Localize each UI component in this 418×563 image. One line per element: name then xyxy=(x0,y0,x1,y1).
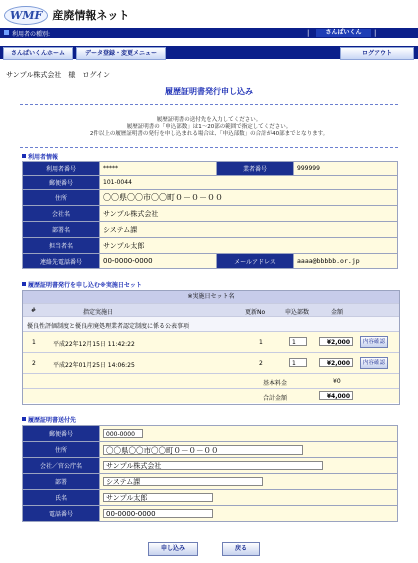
table-row xyxy=(23,206,398,222)
table-row xyxy=(23,254,398,269)
table-row xyxy=(23,442,398,458)
base-fee-value: ¥0 xyxy=(333,378,341,385)
field-label: 会社／官公庁名 xyxy=(23,458,100,474)
field-value: サンプル株式会社 xyxy=(100,206,398,222)
field-label: 担当者名 xyxy=(23,238,100,254)
field-label: 業者番号 xyxy=(217,162,294,176)
cert-table xyxy=(22,290,400,405)
row-update-no: 2 xyxy=(259,360,263,367)
square-icon xyxy=(4,30,9,35)
postal-code-input[interactable]: 000-0000 xyxy=(103,429,143,438)
quantity-input[interactable]: 1 xyxy=(289,337,307,346)
column-header: 指定実施日 xyxy=(83,309,114,316)
page-title: 履歴証明書発行申し込み xyxy=(165,87,253,96)
field-cell xyxy=(100,458,398,474)
amount-field: ¥2,000 xyxy=(319,337,353,346)
divider xyxy=(20,104,398,105)
logo-text: 産廃情報ネット xyxy=(52,9,130,22)
data-menu-button[interactable]: データ登録・変更メニュー xyxy=(76,47,166,60)
confirm-button[interactable]: 内容確認 xyxy=(360,357,388,369)
table-row xyxy=(23,426,398,442)
base-fee-row xyxy=(23,374,399,389)
table-row xyxy=(23,353,399,374)
section-title-cert: 履歴証明書発行を申し込む※実施日セット xyxy=(22,280,142,289)
quantity-input[interactable]: 1 xyxy=(289,358,307,367)
note-line: 履歴証明書の送付先を入力してください。 xyxy=(156,117,262,123)
destination-table xyxy=(22,425,398,522)
column-header: 更新No xyxy=(245,309,266,316)
table-row xyxy=(23,490,398,506)
field-label: 部署名 xyxy=(23,222,100,238)
column-header: # xyxy=(31,307,37,314)
logout-button[interactable]: ログアウト xyxy=(340,47,414,60)
table-row xyxy=(23,162,398,176)
field-value: 999999 xyxy=(294,162,398,176)
home-button[interactable]: さんぱいくんホーム xyxy=(3,47,73,60)
table-row xyxy=(23,190,398,206)
table-row xyxy=(23,474,398,490)
menu-bar xyxy=(0,46,418,59)
name-input[interactable]: サンプル太郎 xyxy=(103,493,213,502)
row-number: 1 xyxy=(32,339,36,346)
base-fee-label: 基本料金 xyxy=(263,380,288,387)
note-line: 履歴証明書の「申込部数」は1～20部の範囲で指定してください。 xyxy=(126,124,292,130)
row-date: 平成22年01月25日 14:06:25 xyxy=(53,362,135,369)
field-label: 住所 xyxy=(23,190,100,206)
table-row xyxy=(23,222,398,238)
field-label: メールアドレス xyxy=(217,254,294,269)
total-value: ¥4,000 xyxy=(319,391,353,400)
field-value: ***** xyxy=(100,162,217,176)
top-bar xyxy=(0,28,418,38)
amount-field: ¥2,000 xyxy=(319,358,353,367)
field-label: 連絡先電話番号 xyxy=(23,254,100,269)
total-row xyxy=(23,389,399,403)
submit-button[interactable]: 申し込み xyxy=(148,542,198,556)
table-row xyxy=(23,506,398,522)
table-caption: ※実施日セット名 xyxy=(23,291,399,304)
instructions xyxy=(0,117,418,138)
total-label: 合計金額 xyxy=(263,395,288,402)
field-value: aaaa@bbbbb.or.jp xyxy=(294,254,398,269)
field-cell xyxy=(100,490,398,506)
site-logo xyxy=(4,4,129,26)
field-value: サンプル太郎 xyxy=(100,238,398,254)
sanpai-tab[interactable]: さんぱいくん xyxy=(316,29,371,37)
field-label: 郵便番号 xyxy=(23,176,100,190)
field-value: 〇〇県〇〇市〇〇町０－０－００ xyxy=(100,190,398,206)
section-title-destination: 履歴証明書送付先 xyxy=(22,415,76,424)
divider xyxy=(20,147,398,148)
table-row xyxy=(23,458,398,474)
group-label-row xyxy=(23,317,399,332)
group-label: 優良性評価制度と優良産廃処理業者認定制度に係る公表事項 xyxy=(27,323,190,330)
table-row xyxy=(23,332,399,353)
field-label: 電話番号 xyxy=(23,506,100,522)
company-input[interactable]: サンプル株式会社 xyxy=(103,461,323,470)
table-row xyxy=(23,238,398,254)
note-line: 2件以上の履歴証明書の発行を申し込まれる場合は、「申込部数」の合計が40部までとなります。 xyxy=(89,131,329,137)
column-header: 金額 xyxy=(331,309,344,316)
field-label: 氏名 xyxy=(23,490,100,506)
column-header: 申込部数 xyxy=(285,309,310,316)
field-cell xyxy=(100,442,398,458)
field-value: 101-0044 xyxy=(100,176,398,190)
field-value: システム課 xyxy=(100,222,398,238)
field-label: 郵便番号 xyxy=(23,426,100,442)
phone-input[interactable]: 00-0000-0000 xyxy=(103,509,213,518)
login-status: サンプル株式会社 様 ログイン xyxy=(6,71,111,79)
field-value: 00-0000-0000 xyxy=(100,254,217,269)
table-header xyxy=(23,304,399,317)
row-number: 2 xyxy=(32,360,36,367)
back-button[interactable]: 戻る xyxy=(222,542,260,556)
field-label: 部署 xyxy=(23,474,100,490)
row-update-no: 1 xyxy=(259,339,263,346)
field-label: 会社名 xyxy=(23,206,100,222)
department-input[interactable]: システム課 xyxy=(103,477,263,486)
logo-mark: WMF xyxy=(4,6,48,25)
confirm-button[interactable]: 内容確認 xyxy=(360,336,388,348)
field-cell xyxy=(100,506,398,522)
separator: | xyxy=(374,29,377,37)
table-row xyxy=(23,176,398,190)
field-cell xyxy=(100,474,398,490)
separator: | xyxy=(307,29,310,37)
row-date: 平成22年12月15日 11:42:22 xyxy=(53,341,135,348)
user-type-label: 利用者の種別: xyxy=(12,31,51,38)
field-cell xyxy=(100,426,398,442)
address-input[interactable]: 〇〇県〇〇市〇〇町０－０－００ xyxy=(103,445,303,455)
field-label: 利用者番号 xyxy=(23,162,100,176)
section-title-user-info: 利用者情報 xyxy=(22,152,58,161)
user-info-table xyxy=(22,161,398,269)
field-label: 住所 xyxy=(23,442,100,458)
